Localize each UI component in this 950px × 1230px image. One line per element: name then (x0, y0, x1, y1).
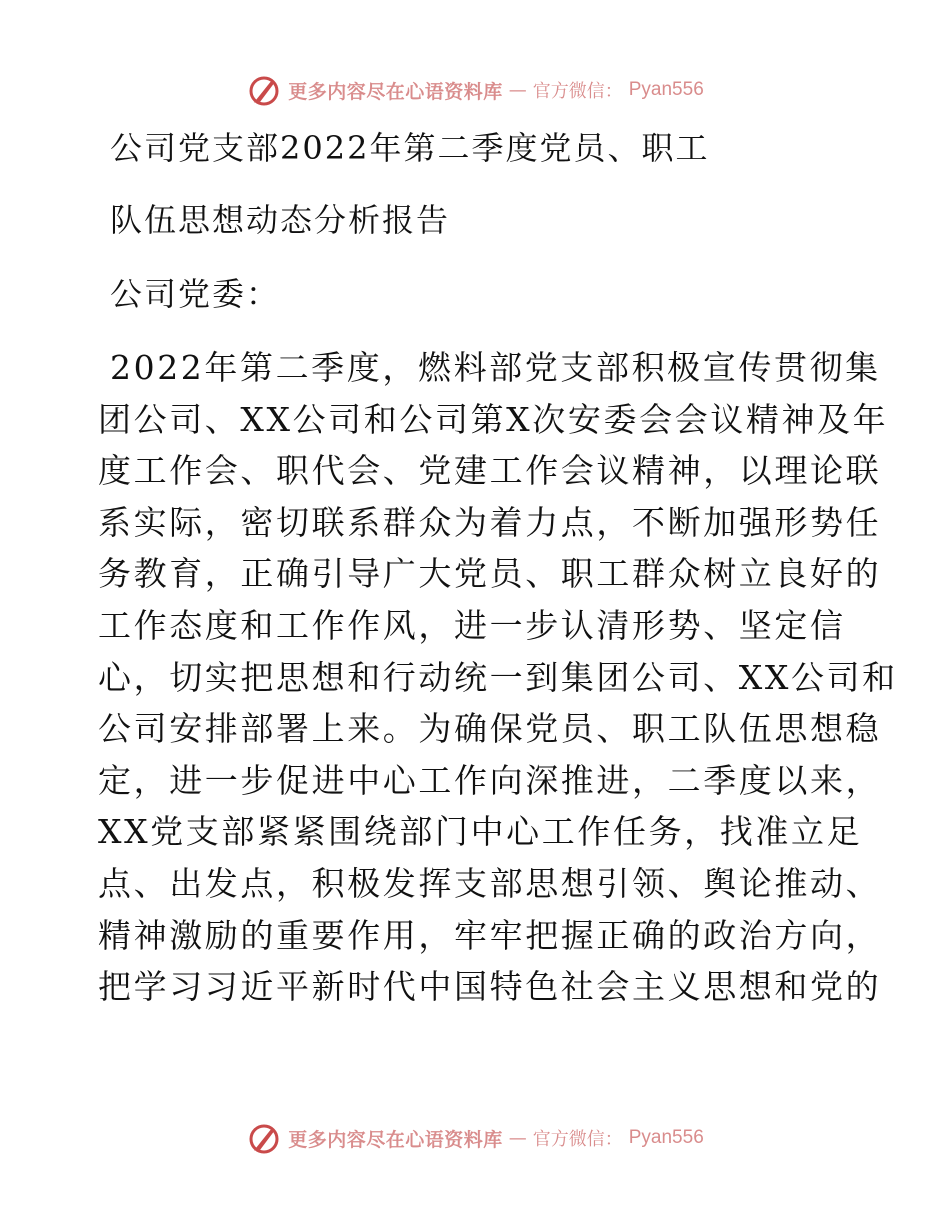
body-line: XX党支部紧紧围绕部门中心工作任务，找准立足 (98, 812, 863, 852)
watermark-label: 官方微信： (532, 81, 623, 102)
body-paragraph (98, 342, 898, 1013)
document-title-line-1: 公司党支部2022年第二季度党员、职工 (110, 129, 710, 167)
body-line: 公司安排部署上来。为确保党员、职工队伍思想稳 (98, 709, 882, 749)
body-line: 心，切实把思想和行动统一到集团公司、XX公司和 (98, 657, 898, 697)
watermark-wechat-id: Pyan556 (628, 79, 704, 100)
body-line: 工作态度和工作作风，进一步认清形势、坚定信 (98, 605, 846, 645)
watermark-text: 更多内容尽在心语资料库 (288, 80, 503, 103)
watermark-label: 官方微信： (532, 1129, 623, 1150)
body-line: 度工作会、职代会、党建工作会议精神，以理论联 (98, 451, 882, 491)
body-line: 务教育，正确引导广大党员、职工群众树立良好的 (98, 554, 882, 594)
document-title-line-2: 队伍思想动态分析报告 (110, 201, 451, 239)
footer-watermark (0, 1118, 950, 1158)
body-line: 定，进一步促进中心工作向深推进，二季度以来， (98, 760, 882, 800)
body-line: 精神激励的重要作用，牢牢把握正确的政治方向， (98, 915, 882, 955)
watermark-separator: — (508, 1127, 527, 1149)
body-line: 点、出发点，积极发挥支部思想引领、舆论推动、 (98, 863, 882, 903)
quill-pen-logo-icon (246, 1120, 282, 1156)
body-line: 2022年第二季度，燃料部党支部积极宣传贯彻集 (110, 348, 881, 387)
body-line: 系实际，密切联系群众为着力点，不断加强形势任 (98, 502, 882, 542)
watermark-separator: — (508, 79, 527, 101)
body-line: 团公司、XX公司和公司第X次安委会会议精神及年 (98, 399, 889, 439)
header-watermark (0, 70, 950, 110)
quill-pen-logo-icon (246, 72, 282, 108)
watermark-wechat-id: Pyan556 (628, 1127, 704, 1148)
watermark-text: 更多内容尽在心语资料库 (288, 1128, 503, 1151)
salutation: 公司党委： (110, 275, 281, 313)
body-line: 把学习习近平新时代中国特色社会主义思想和党的 (98, 967, 882, 1007)
